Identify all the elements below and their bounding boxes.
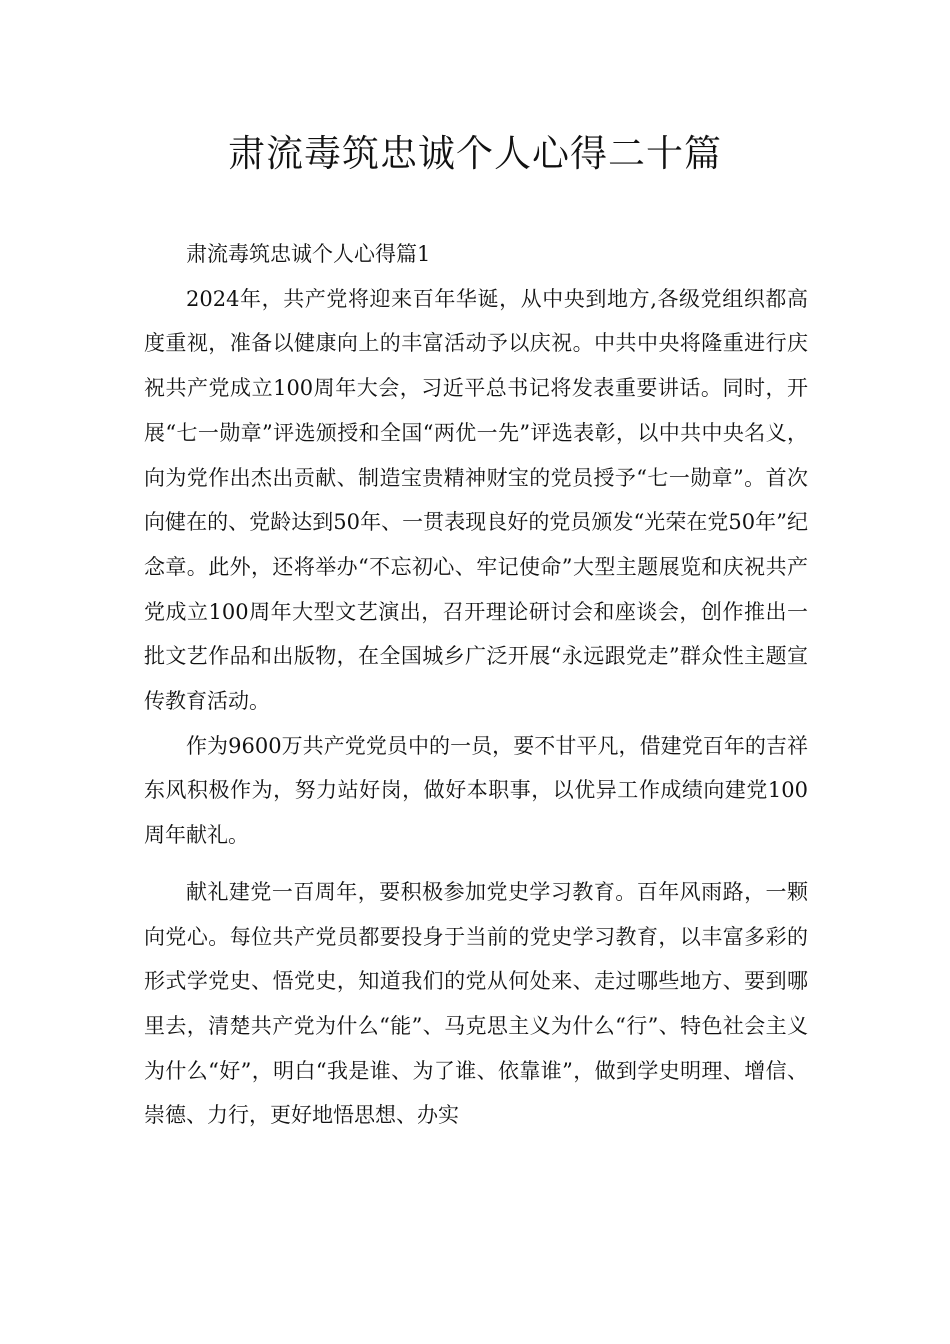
paragraph: 作为9600万共产党党员中的一员，要不甘平凡，借建党百年的吉祥东风积极作为，努力站好岗，做好本职事，以优异工作成绩向建党100周年献礼。 bbox=[144, 733, 808, 848]
document-body bbox=[144, 232, 808, 1138]
paragraph: 2024年，共产党将迎来百年华诞，从中央到地方,各级党组织都高度重视，准备以健康向上的丰富活动予以庆祝。中共中央将隆重进行庆祝共产党成立100周年大会，习近平总书记将发表重要讲话。同时，开展“七一勋章”评选颁授和全国“两优一先”评选表彰，以中共中央名义，向为党作出杰出贡献、制造宝贵精神财宝的党员授予“七一勋章”。首次向健在的、党龄达到50年、一贯表现良好的党员颁发“光荣在党50年”纪念章。此外，还将举办“不忘初心、牢记使命”大型主题展览和庆祝共产党成立100周年大型文艺演出，召开理论研讨会和座谈会，创作推出一批文艺作品和出版物，在全国城乡广泛开展“永远跟党走”群众性主题宣传教育活动。 bbox=[144, 286, 808, 714]
section-heading: 肃流毒筑忠诚个人心得篇1 bbox=[186, 242, 431, 266]
paragraph: 献礼建党一百周年，要积极参加党史学习教育。百年风雨路，一颗向党心。每位共产党员都要投身于当前的党史学习教育，以丰富多彩的形式学党史、悟党史，知道我们的党从何处来、走过哪些地方、要到哪里去，清楚共产党为什么“能”、马克思主义为什么“行”、特色社会主义为什么“好”，明白“我是谁、为了谁、依靠谁”，做到学史明理、增信、崇德、力行，更好地悟思想、办实 bbox=[144, 879, 808, 1128]
document-title: 肃流毒筑忠诚个人心得二十篇 bbox=[228, 132, 722, 175]
